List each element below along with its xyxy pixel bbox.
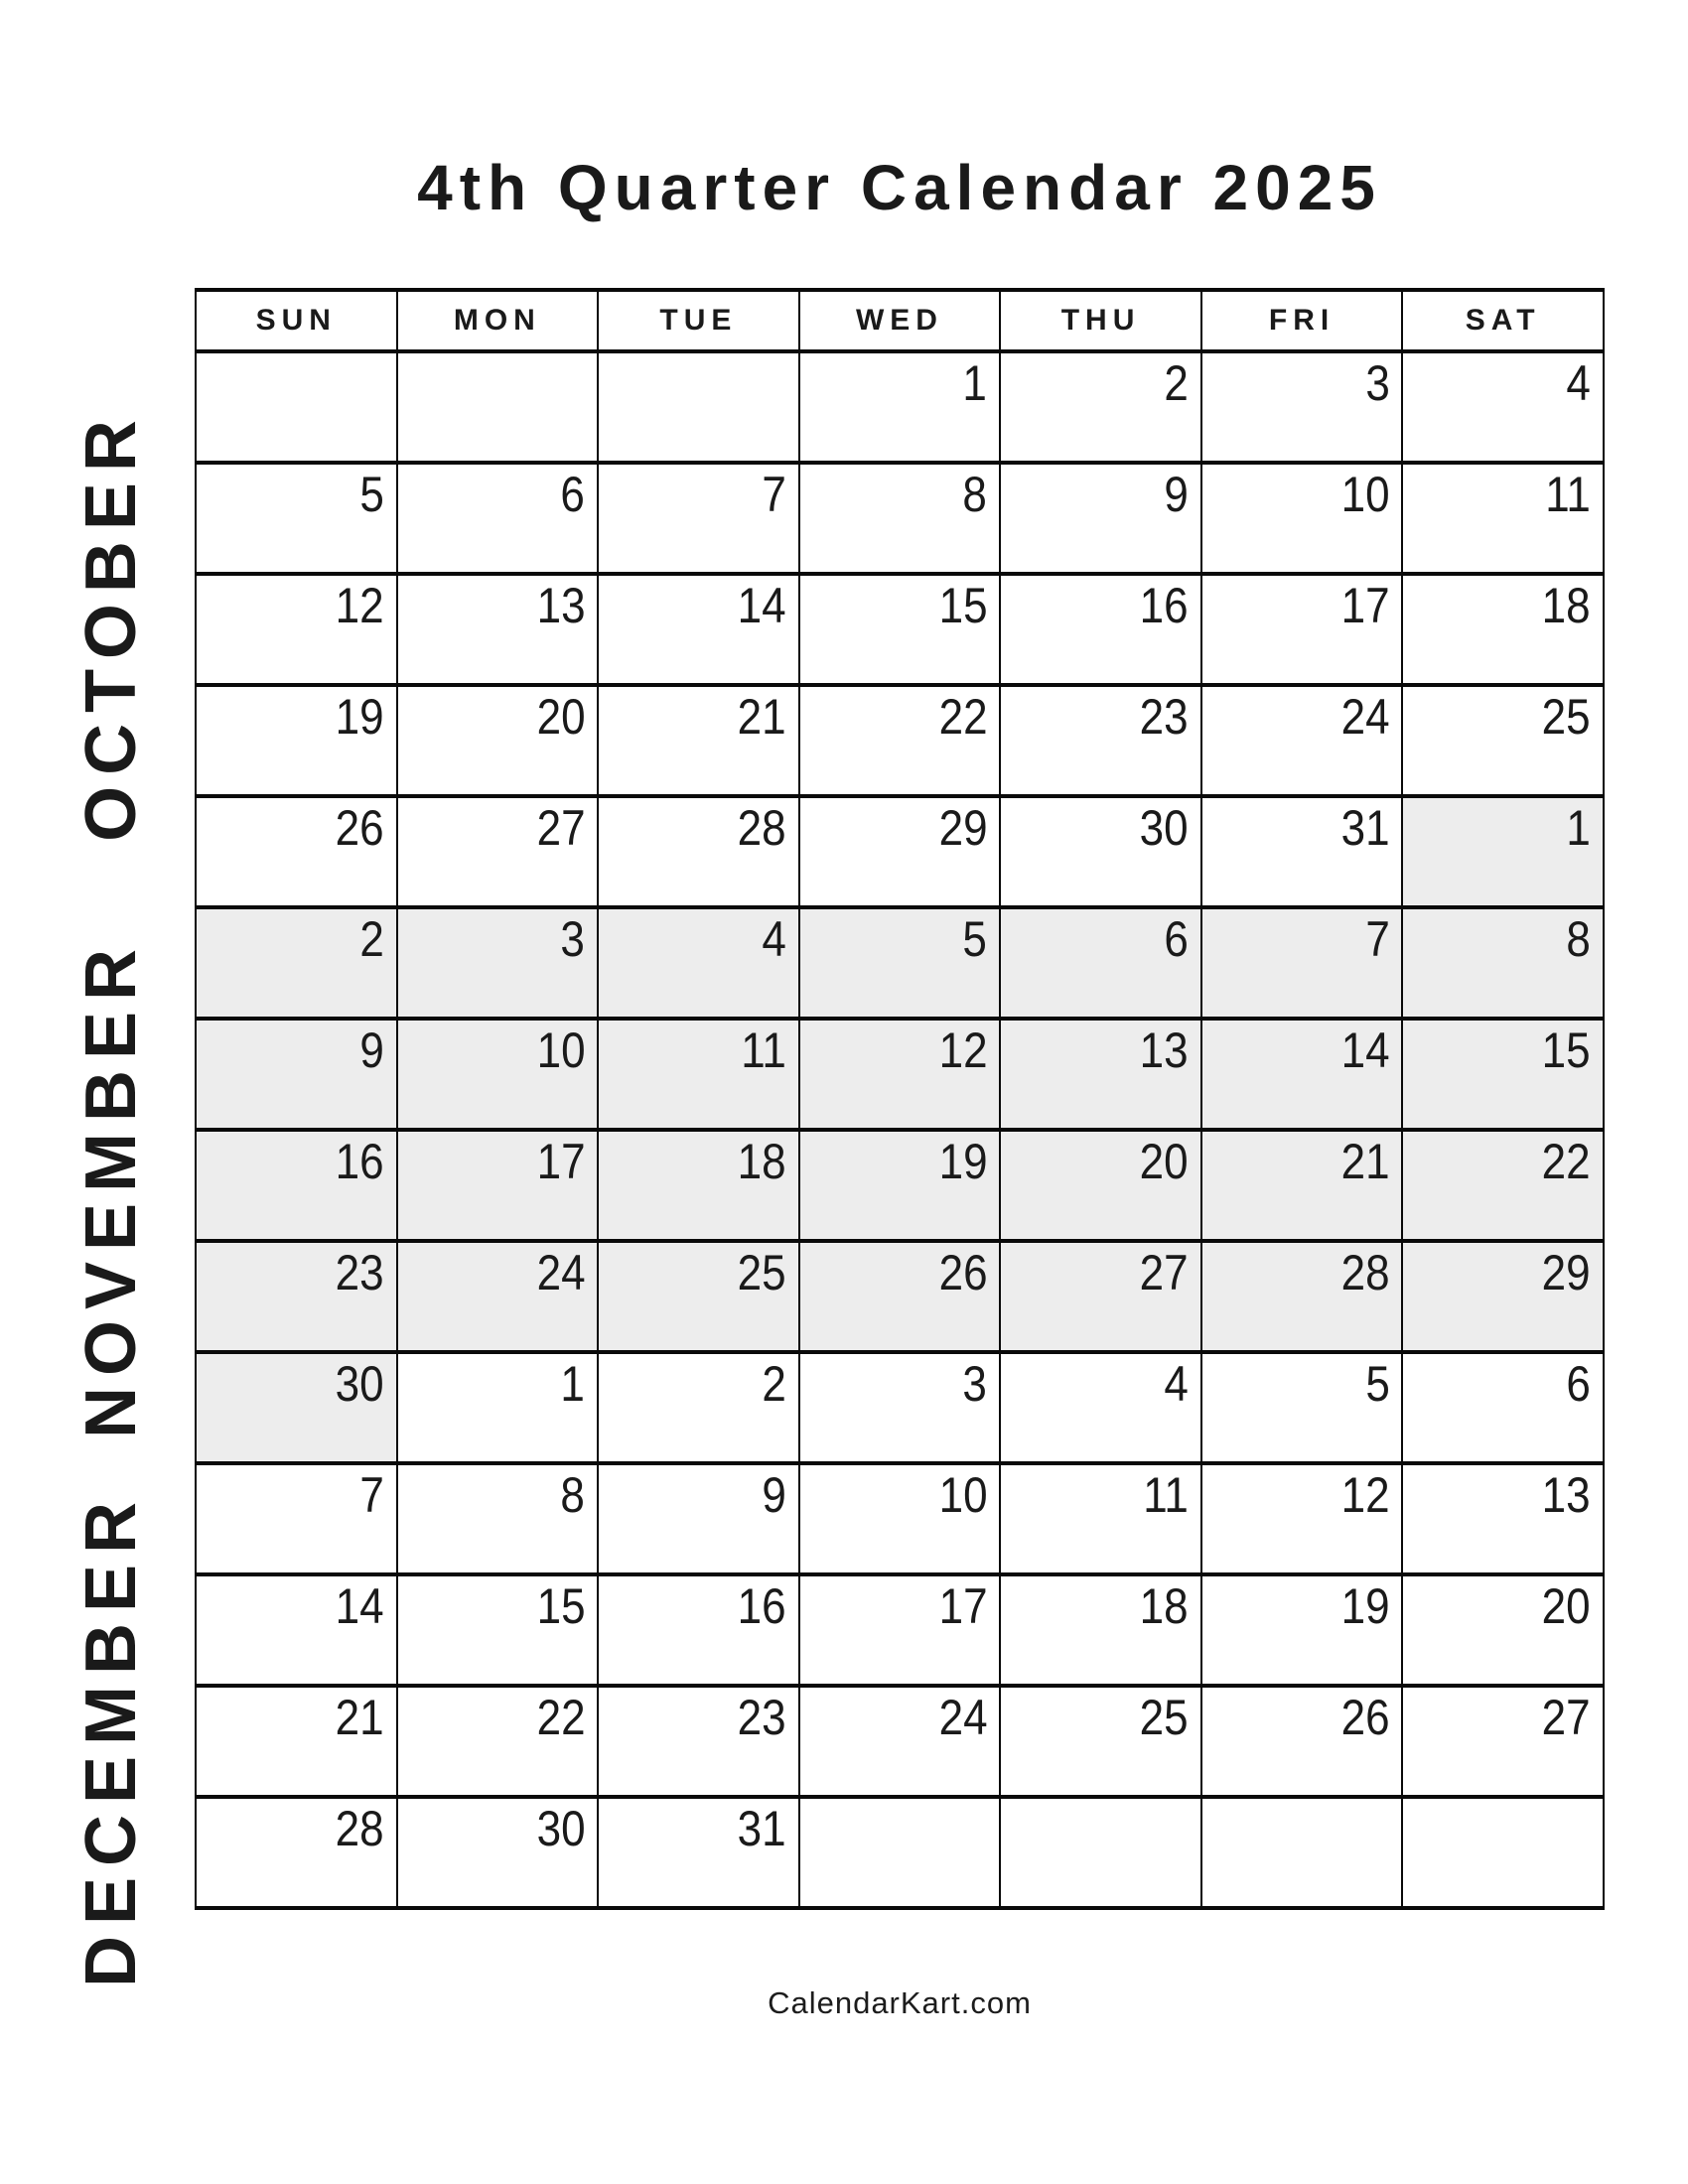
day-number: 15 — [938, 578, 988, 633]
day-cell — [1402, 1019, 1604, 1130]
day-number: 21 — [737, 689, 786, 745]
day-number: 3 — [1364, 355, 1390, 411]
day-cell — [1402, 1574, 1604, 1686]
day-number: 25 — [1542, 689, 1591, 745]
day-cell — [1201, 1797, 1403, 1908]
day-number: 31 — [737, 1801, 786, 1856]
day-cell — [1201, 574, 1403, 685]
day-cell — [598, 463, 799, 574]
day-cell — [1201, 1352, 1403, 1463]
day-cell — [598, 1463, 799, 1574]
day-number: 31 — [1340, 800, 1390, 856]
week-row — [196, 796, 1604, 907]
day-number: 22 — [536, 1690, 586, 1745]
day-number: 9 — [762, 1467, 786, 1523]
week-row — [196, 574, 1604, 685]
day-cell — [598, 351, 799, 463]
day-cell — [598, 1241, 799, 1352]
week-row — [196, 1463, 1604, 1574]
day-number: 19 — [335, 689, 384, 745]
day-cell — [598, 907, 799, 1019]
day-number: 15 — [1542, 1023, 1591, 1078]
day-cell — [1201, 907, 1403, 1019]
day-number: 20 — [1139, 1134, 1189, 1189]
day-number: 29 — [1542, 1245, 1591, 1300]
day-number: 20 — [536, 689, 586, 745]
day-number: 12 — [335, 578, 384, 633]
day-number: 2 — [762, 1356, 786, 1412]
day-cell — [799, 1130, 1001, 1241]
day-number: 11 — [741, 1023, 786, 1078]
day-number: 24 — [1340, 689, 1390, 745]
day-number: 1 — [1566, 800, 1591, 856]
month-label-december: DECEMBER — [71, 1490, 151, 1988]
day-number: 28 — [737, 800, 786, 856]
day-number: 21 — [1340, 1134, 1390, 1189]
page-title: 4th Quarter Calendar 2025 — [417, 152, 1382, 223]
day-cell — [598, 796, 799, 907]
day-cell — [1000, 1686, 1201, 1797]
week-row — [196, 907, 1604, 1019]
day-number: 7 — [1364, 911, 1390, 967]
day-number: 27 — [1139, 1245, 1189, 1300]
week-row — [196, 1574, 1604, 1686]
day-number: 17 — [1340, 578, 1390, 633]
day-number: 4 — [762, 911, 786, 967]
day-cell — [799, 685, 1001, 796]
day-cell — [1000, 1130, 1201, 1241]
day-number: 22 — [938, 689, 988, 745]
day-number: 8 — [962, 467, 988, 522]
day-number: 23 — [737, 1690, 786, 1745]
day-cell — [397, 351, 599, 463]
day-cell — [598, 1352, 799, 1463]
day-cell — [799, 796, 1001, 907]
day-number: 16 — [1139, 578, 1189, 633]
day-cell — [196, 351, 397, 463]
weekday-header-thu: THU — [1000, 290, 1201, 351]
day-cell — [397, 907, 599, 1019]
weekday-header-sat: SAT — [1402, 290, 1604, 351]
day-cell — [598, 1686, 799, 1797]
day-number: 9 — [359, 1023, 384, 1078]
day-number: 5 — [1364, 1356, 1390, 1412]
day-number: 2 — [1164, 355, 1189, 411]
day-cell — [799, 1019, 1001, 1130]
day-number: 26 — [1340, 1690, 1390, 1745]
weekday-header-wed: WED — [799, 290, 1001, 351]
day-cell — [598, 685, 799, 796]
day-number: 10 — [536, 1023, 586, 1078]
calendar-weeks-body — [196, 351, 1604, 1908]
day-number: 21 — [335, 1690, 384, 1745]
day-number: 13 — [536, 578, 586, 633]
day-number: 28 — [335, 1801, 384, 1856]
day-number: 13 — [1542, 1467, 1591, 1523]
day-cell — [799, 1797, 1001, 1908]
day-cell — [196, 1797, 397, 1908]
day-cell — [1000, 1463, 1201, 1574]
day-number: 6 — [1566, 1356, 1591, 1412]
day-number: 4 — [1566, 355, 1591, 411]
day-cell — [1402, 574, 1604, 685]
day-cell — [1000, 1797, 1201, 1908]
day-number: 25 — [1139, 1690, 1189, 1745]
day-number: 29 — [938, 800, 988, 856]
day-cell — [397, 1019, 599, 1130]
day-cell — [598, 1019, 799, 1130]
day-number: 20 — [1542, 1578, 1591, 1634]
month-label-november: NOVEMBER — [71, 937, 151, 1439]
day-number: 11 — [1143, 1467, 1189, 1523]
day-cell — [1402, 463, 1604, 574]
day-number: 11 — [1545, 467, 1591, 522]
day-number: 7 — [359, 1467, 384, 1523]
day-number: 25 — [737, 1245, 786, 1300]
day-cell — [598, 574, 799, 685]
day-cell — [799, 351, 1001, 463]
day-cell — [598, 1130, 799, 1241]
day-cell — [1201, 1463, 1403, 1574]
day-cell — [1000, 796, 1201, 907]
day-number: 3 — [962, 1356, 988, 1412]
day-cell — [1201, 685, 1403, 796]
day-number: 22 — [1542, 1134, 1591, 1189]
day-number: 26 — [938, 1245, 988, 1300]
day-number: 14 — [737, 578, 786, 633]
day-number: 6 — [1164, 911, 1189, 967]
day-cell — [1402, 907, 1604, 1019]
day-cell — [1201, 463, 1403, 574]
day-cell — [397, 1352, 599, 1463]
day-cell — [1201, 1686, 1403, 1797]
day-cell — [799, 1686, 1001, 1797]
day-cell — [1000, 351, 1201, 463]
day-cell — [1402, 1797, 1604, 1908]
day-cell — [196, 907, 397, 1019]
day-number: 7 — [762, 467, 786, 522]
week-row — [196, 351, 1604, 463]
day-cell — [1000, 574, 1201, 685]
day-number: 1 — [560, 1356, 586, 1412]
day-cell — [397, 1574, 599, 1686]
day-cell — [397, 796, 599, 907]
day-number: 13 — [1139, 1023, 1189, 1078]
day-number: 24 — [536, 1245, 586, 1300]
day-cell — [196, 1463, 397, 1574]
day-number: 5 — [962, 911, 988, 967]
week-row — [196, 685, 1604, 796]
day-cell — [196, 685, 397, 796]
quarter-calendar-table — [195, 288, 1605, 1910]
day-cell — [1402, 351, 1604, 463]
footer-watermark: CalendarKart.com — [768, 1985, 1032, 2020]
day-cell — [1000, 463, 1201, 574]
day-cell — [1201, 796, 1403, 907]
day-cell — [799, 463, 1001, 574]
week-row — [196, 1686, 1604, 1797]
day-cell — [598, 1797, 799, 1908]
day-number: 4 — [1164, 1356, 1189, 1412]
weekday-header-fri: FRI — [1201, 290, 1403, 351]
day-cell — [1402, 1130, 1604, 1241]
week-row — [196, 1241, 1604, 1352]
day-number: 1 — [962, 355, 988, 411]
day-cell — [1402, 1241, 1604, 1352]
day-cell — [1000, 1352, 1201, 1463]
day-cell — [799, 574, 1001, 685]
week-row — [196, 463, 1604, 574]
day-cell — [1000, 1241, 1201, 1352]
day-cell — [799, 907, 1001, 1019]
day-number: 8 — [1566, 911, 1591, 967]
day-number: 14 — [1340, 1023, 1390, 1078]
day-cell — [1000, 1019, 1201, 1130]
day-number: 27 — [536, 800, 586, 856]
day-cell — [397, 685, 599, 796]
day-number: 9 — [1164, 467, 1189, 522]
day-cell — [196, 463, 397, 574]
day-number: 12 — [1340, 1467, 1390, 1523]
day-number: 17 — [938, 1578, 988, 1634]
day-number: 23 — [335, 1245, 384, 1300]
day-cell — [397, 1463, 599, 1574]
day-cell — [196, 1019, 397, 1130]
weekday-header-sun: SUN — [196, 290, 397, 351]
day-number: 18 — [1542, 578, 1591, 633]
day-number: 30 — [335, 1356, 384, 1412]
day-cell — [397, 1241, 599, 1352]
day-number: 27 — [1542, 1690, 1591, 1745]
week-row — [196, 1130, 1604, 1241]
weekday-header-row — [196, 290, 1604, 351]
day-cell — [1201, 1130, 1403, 1241]
day-cell — [196, 1130, 397, 1241]
day-number: 12 — [938, 1023, 988, 1078]
month-label-october: OCTOBER — [71, 409, 151, 842]
day-number: 23 — [1139, 689, 1189, 745]
day-cell — [397, 574, 599, 685]
day-number: 18 — [737, 1134, 786, 1189]
day-number: 15 — [536, 1578, 586, 1634]
day-cell — [598, 1574, 799, 1686]
day-cell — [799, 1463, 1001, 1574]
week-row — [196, 1019, 1604, 1130]
day-cell — [1201, 1019, 1403, 1130]
day-number: 16 — [737, 1578, 786, 1634]
day-number: 26 — [335, 800, 384, 856]
day-cell — [397, 1686, 599, 1797]
day-cell — [1402, 685, 1604, 796]
day-number: 17 — [536, 1134, 586, 1189]
day-cell — [196, 796, 397, 907]
day-number: 10 — [938, 1467, 988, 1523]
day-number: 8 — [560, 1467, 586, 1523]
day-cell — [196, 1686, 397, 1797]
day-cell — [1201, 1241, 1403, 1352]
day-number: 3 — [560, 911, 586, 967]
day-number: 10 — [1340, 467, 1390, 522]
week-row — [196, 1797, 1604, 1908]
day-cell — [397, 463, 599, 574]
day-number: 6 — [560, 467, 586, 522]
day-cell — [196, 1241, 397, 1352]
day-number: 2 — [359, 911, 384, 967]
day-number: 18 — [1139, 1578, 1189, 1634]
day-cell — [1201, 351, 1403, 463]
day-cell — [397, 1130, 599, 1241]
day-number: 16 — [335, 1134, 384, 1189]
day-number: 14 — [335, 1578, 384, 1634]
day-cell — [799, 1574, 1001, 1686]
day-number: 28 — [1340, 1245, 1390, 1300]
day-cell — [1000, 685, 1201, 796]
day-number: 19 — [1340, 1578, 1390, 1634]
week-row — [196, 1352, 1604, 1463]
day-cell — [1402, 1686, 1604, 1797]
day-cell — [196, 574, 397, 685]
day-number: 19 — [938, 1134, 988, 1189]
day-cell — [1000, 1574, 1201, 1686]
day-cell — [1402, 796, 1604, 907]
day-cell — [397, 1797, 599, 1908]
day-cell — [196, 1352, 397, 1463]
day-number: 24 — [938, 1690, 988, 1745]
day-number: 5 — [359, 467, 384, 522]
day-cell — [1000, 907, 1201, 1019]
day-cell — [1402, 1352, 1604, 1463]
day-cell — [196, 1574, 397, 1686]
weekday-header-tue: TUE — [598, 290, 799, 351]
weekday-header-mon: MON — [397, 290, 599, 351]
day-number: 30 — [536, 1801, 586, 1856]
day-number: 30 — [1139, 800, 1189, 856]
day-cell — [799, 1241, 1001, 1352]
day-cell — [1201, 1574, 1403, 1686]
day-cell — [799, 1352, 1001, 1463]
day-cell — [1402, 1463, 1604, 1574]
